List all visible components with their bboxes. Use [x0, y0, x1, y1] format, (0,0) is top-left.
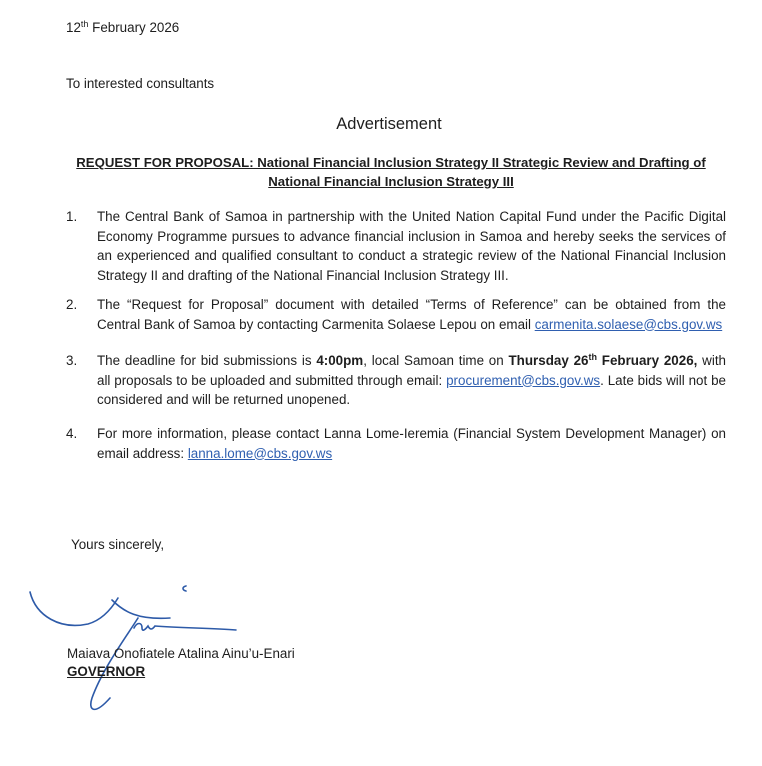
document-title: Advertisement [336, 115, 442, 133]
item-number: 2. [66, 297, 78, 312]
letter-date [66, 20, 179, 35]
date-suffix: th [80, 19, 89, 29]
date-month-year: February 2026 [88, 20, 180, 35]
email-link-procurement[interactable]: procurement@cbs.gov.ws [446, 372, 601, 388]
list-item-2 [66, 295, 726, 334]
deadline-day-suffix: th [588, 352, 597, 362]
item-body: . Late bids will not be considered and will be returned unopened. [97, 372, 726, 407]
item-body: The “Request for Proposal” document with detailed “Terms of Reference” can be obtained from the Central Bank of Samoa by contacting Carmenita Solaese Lepou on email [97, 297, 726, 332]
item-text [97, 295, 726, 334]
salutation: To interested consultants [66, 76, 215, 91]
item-number: 3. [66, 353, 78, 368]
deadline-month-year: February 2026, [596, 353, 698, 368]
item-body: with all proposals to be uploaded and submitted through email: [97, 353, 726, 388]
deadline-time: 4:00pm [316, 353, 364, 368]
signatory-title: GOVERNOR [67, 664, 146, 679]
signature [20, 570, 250, 720]
list-item-3 [66, 351, 726, 410]
item-text [97, 424, 726, 463]
list-item-4 [66, 424, 726, 463]
item-body: The deadline for bid submissions is [97, 353, 317, 368]
email-link-lanna[interactable]: lanna.lome@cbs.gov.ws [187, 445, 333, 461]
item-number: 1. [66, 209, 78, 224]
closing: Yours sincerely, [71, 537, 165, 552]
item-body: For more information, please contact Lanna Lome-Ieremia (Financial System Development Manager) on email address: [97, 426, 726, 461]
deadline-day: Thursday 26 [508, 353, 589, 368]
deadline-date [509, 353, 698, 368]
list-item-1 [66, 207, 726, 285]
item-number: 4. [66, 426, 78, 441]
email-link-carmenita[interactable]: carmenita.solaese@cbs.gov.ws [534, 316, 723, 332]
item-body: , local Samoan time on [363, 353, 509, 368]
item-text: The Central Bank of Samoa in partnership with the United Nation Capital Fund under the Pacific Digital Economy Programme pursues to advance financial inclusion in Samoa and hereby seeks the services of an experienced and qualified consultant to conduct a strategic review of the National Financial Inclusion Strategy II and drafting of the National Financial Inclusion Strategy III. [97, 209, 726, 283]
signatory-name: Maiava Onofiatele Atalina Ainu’u-Enari [67, 646, 295, 661]
item-text [97, 351, 726, 410]
subject-heading: REQUEST FOR PROPOSAL: National Financial Inclusion Strategy II Strategic Review and Drafting of National Financial Inclusion Strategy III [76, 155, 706, 189]
date-day: 12 [66, 20, 81, 35]
